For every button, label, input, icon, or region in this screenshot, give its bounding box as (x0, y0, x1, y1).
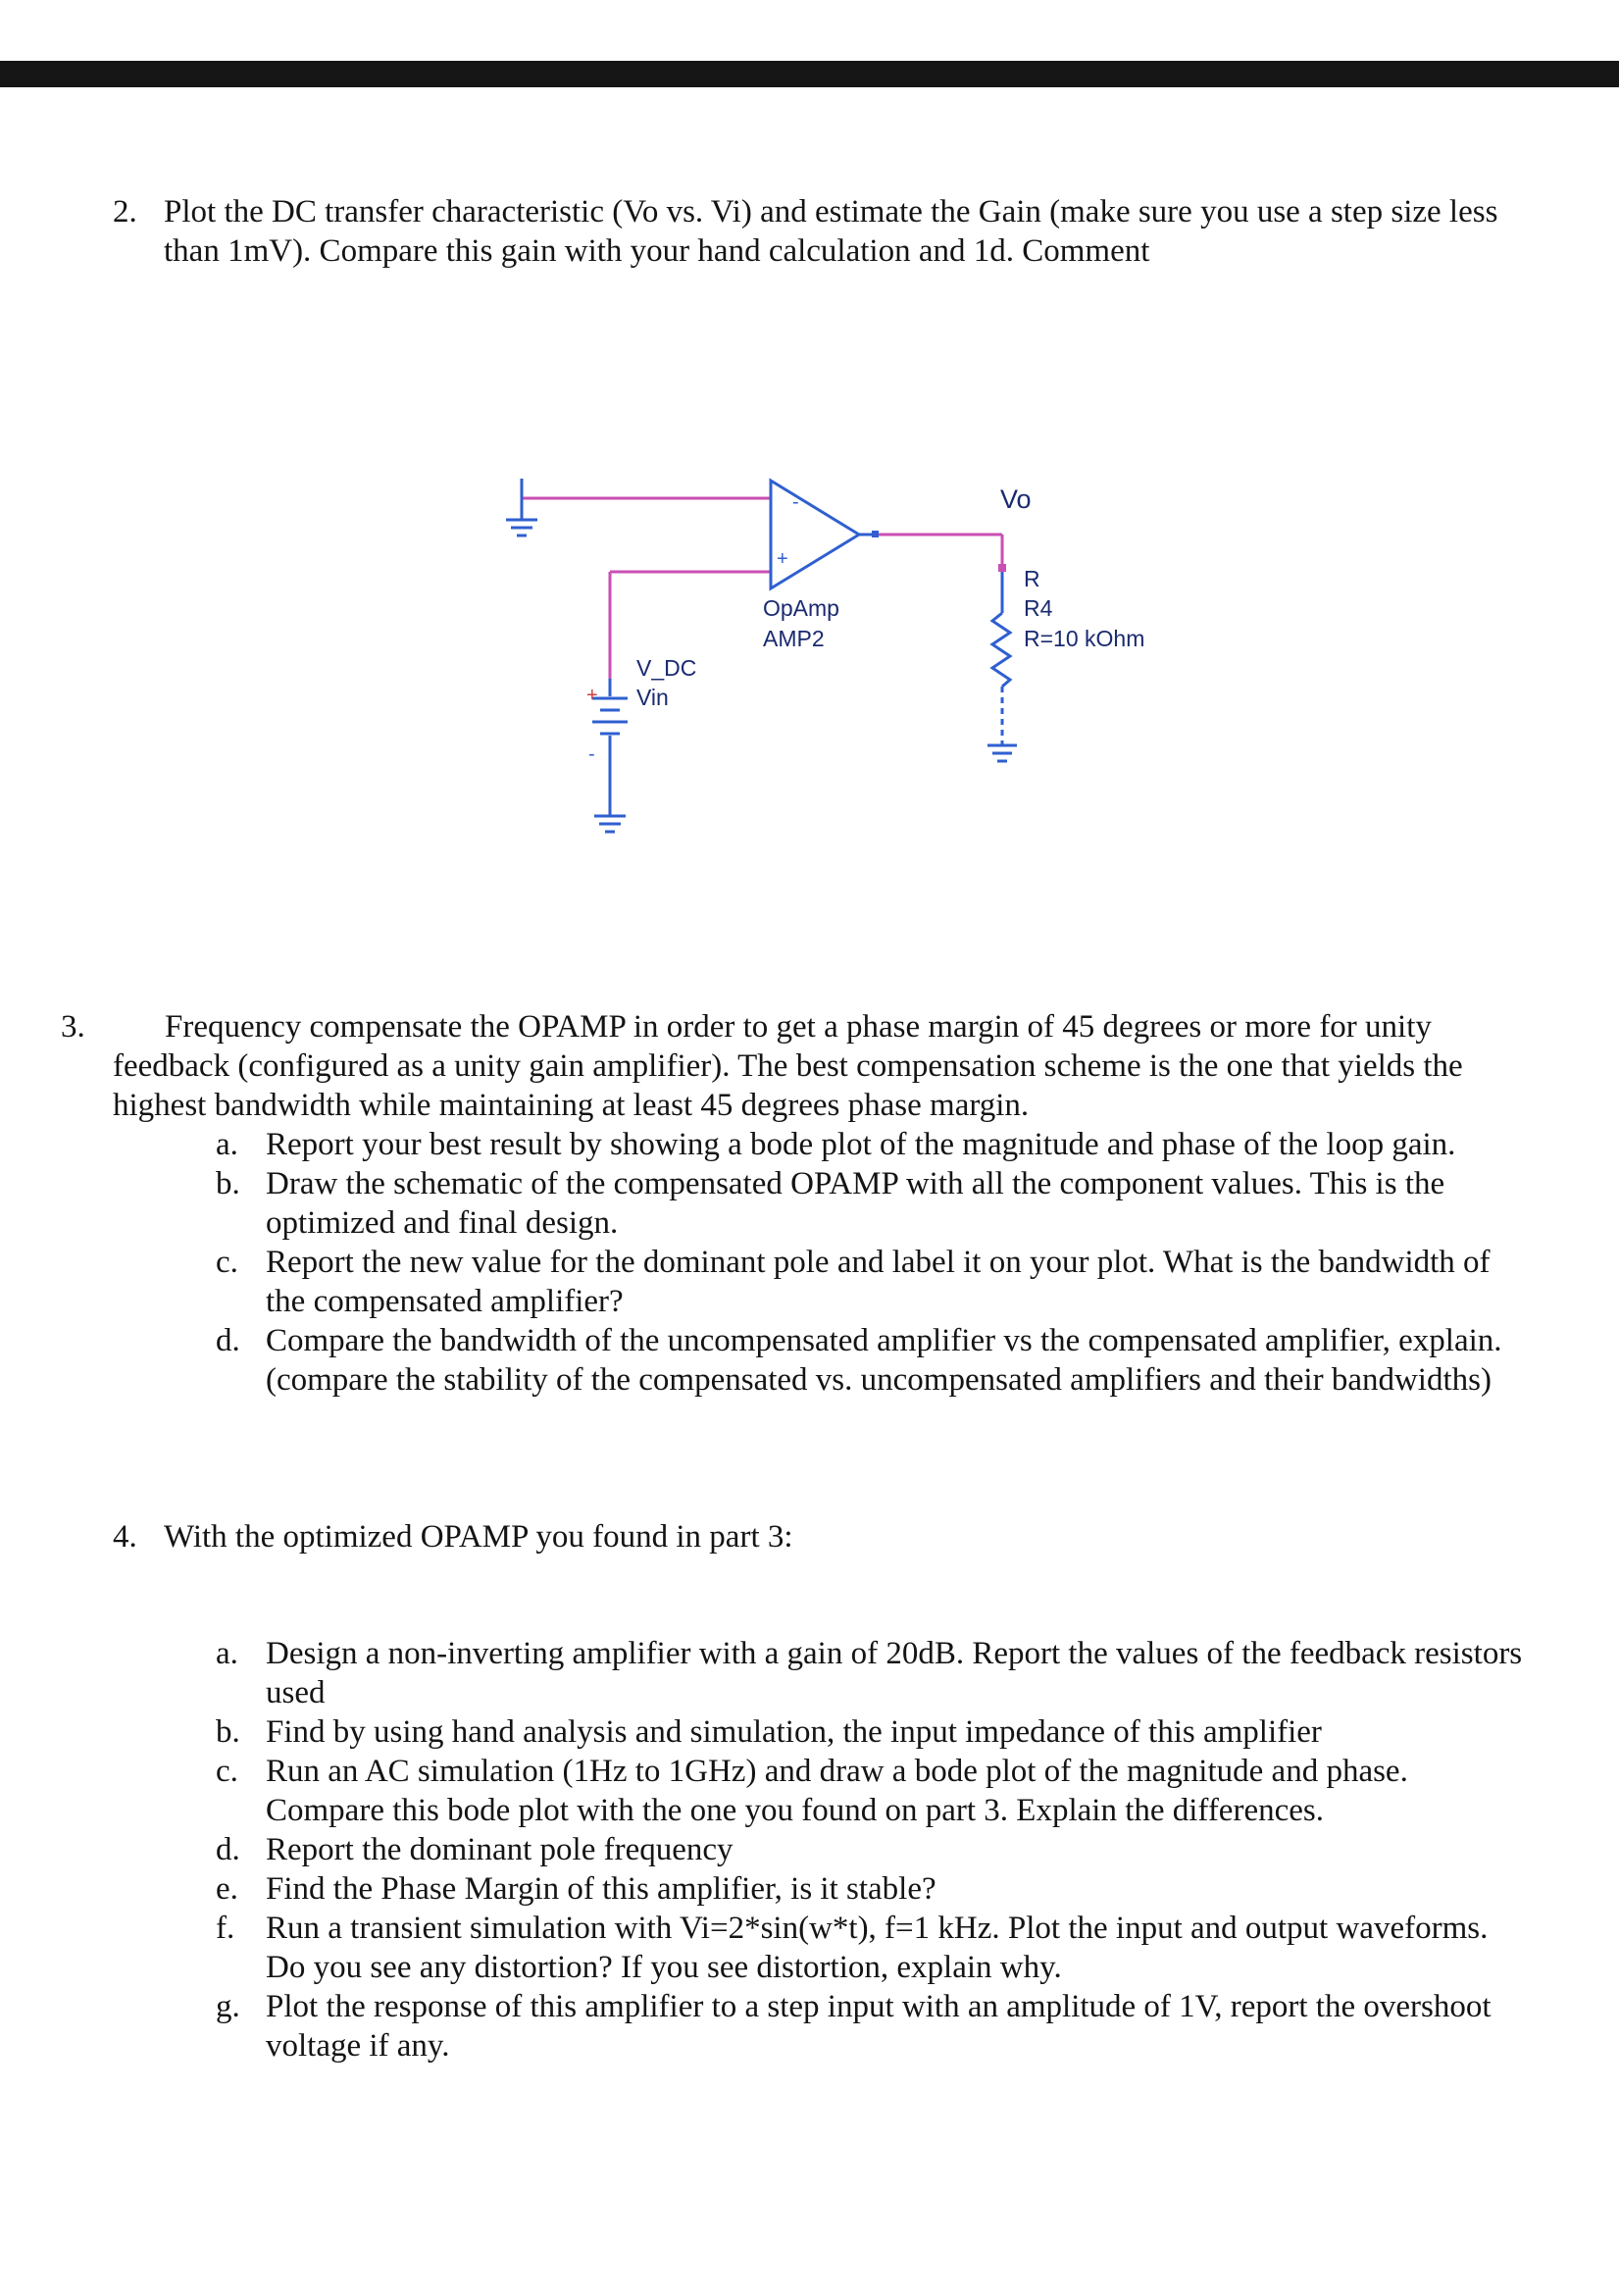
components (506, 479, 1017, 832)
resistor-value: R=10 kOhm (1024, 626, 1145, 651)
list-item-label: a. (216, 1127, 238, 1162)
list-item-text: Report your best result by showing a bode plot of the magnitude and phase of the loop gain. (266, 1127, 1456, 1162)
wires (522, 498, 1002, 679)
list-item-text: Do you see any distortion? If you see distortion, explain why. (266, 1950, 1062, 1985)
source-plus-sign: + (586, 685, 598, 706)
list-item-label: b. (216, 1166, 240, 1201)
list-item-text: the compensated amplifier? (266, 1284, 624, 1319)
resistor-name: R4 (1024, 595, 1053, 621)
opamp-plus-sign: + (777, 548, 788, 570)
list-item-text: Draw the schematic of the compensated OPAMP with all the component values. This is the (266, 1166, 1445, 1201)
opamp-name: AMP2 (763, 626, 825, 651)
question-number: 2. (113, 194, 137, 230)
list-item-label: b. (216, 1714, 240, 1750)
question-text-line: than 1mV). Compare this gain with your hand calculation and 1d. Comment (164, 233, 1150, 269)
question-text-line: With the optimized OPAMP you found in part 3: (164, 1519, 793, 1555)
list-item-text: Design a non-inverting amplifier with a gain of 20dB. Report the values of the feedback resistors (266, 1636, 1523, 1671)
list-item-label: c. (216, 1754, 238, 1789)
list-item-text: Run an AC simulation (1Hz to 1GHz) and draw a bode plot of the magnitude and phase. (266, 1754, 1408, 1789)
list-item-text: Plot the response of this amplifier to a step input with an amplitude of 1V, report the overshoot (266, 1989, 1492, 2024)
source-minus-sign: - (588, 743, 595, 765)
question-text-line: Frequency compensate the OPAMP in order to get a phase margin of 45 degrees or more for unity (165, 1009, 1432, 1045)
list-item-label: a. (216, 1636, 238, 1671)
source-type: V_DC (636, 655, 697, 681)
source-name: Vin (636, 685, 669, 710)
pin-marker (872, 531, 879, 537)
list-item-label: d. (216, 1323, 240, 1358)
resistor-symbol (992, 613, 1010, 687)
list-item-text: Find the Phase Margin of this amplifier, is it stable? (266, 1871, 936, 1907)
list-item-text: used (266, 1675, 326, 1710)
list-item-label: d. (216, 1832, 240, 1867)
list-item-text: optimized and final design. (266, 1205, 619, 1241)
list-item-text: Find by using hand analysis and simulation, the input impedance of this amplifier (266, 1714, 1322, 1750)
list-item-label: g. (216, 1989, 240, 2024)
list-item-text: Run a transient simulation with Vi=2*sin(w*t), f=1 kHz. Plot the input and output waveforms. (266, 1911, 1489, 1946)
list-item-text: Report the new value for the dominant pole and label it on your plot. What is the bandwidth of (266, 1245, 1491, 1280)
list-item-text: Compare the bandwidth of the uncompensated amplifier vs the compensated amplifier, explain. (266, 1323, 1502, 1358)
output-node-label: Vo (1000, 485, 1032, 514)
top-bar (0, 61, 1619, 87)
opamp-label: OpAmp (763, 595, 839, 621)
pin-marker (998, 564, 1006, 572)
question-text-line: feedback (configured as a unity gain amplifier). The best compensation scheme is the one that yields the (113, 1048, 1463, 1084)
question-number: 4. (113, 1519, 137, 1555)
list-item-label: e. (216, 1871, 238, 1907)
question-text-line: highest bandwidth while maintaining at least 45 degrees phase margin. (113, 1088, 1030, 1123)
opamp-minus-sign: - (792, 491, 799, 513)
resistor-type: R (1024, 566, 1040, 591)
opamp-symbol (771, 481, 859, 588)
question-text-line: Plot the DC transfer characteristic (Vo vs. Vi) and estimate the Gain (make sure you use a step size less (164, 194, 1498, 230)
question-number: 3. (61, 1009, 85, 1045)
list-item-label: f. (216, 1911, 235, 1946)
list-item-text: (compare the stability of the compensated vs. uncompensated amplifiers and their bandwidths) (266, 1362, 1492, 1398)
list-item-text: voltage if any. (266, 2028, 450, 2064)
list-item-text: Report the dominant pole frequency (266, 1832, 734, 1867)
pin-markers (872, 531, 1006, 572)
list-item-label: c. (216, 1245, 238, 1280)
list-item-text: Compare this bode plot with the one you found on part 3. Explain the differences. (266, 1793, 1324, 1828)
